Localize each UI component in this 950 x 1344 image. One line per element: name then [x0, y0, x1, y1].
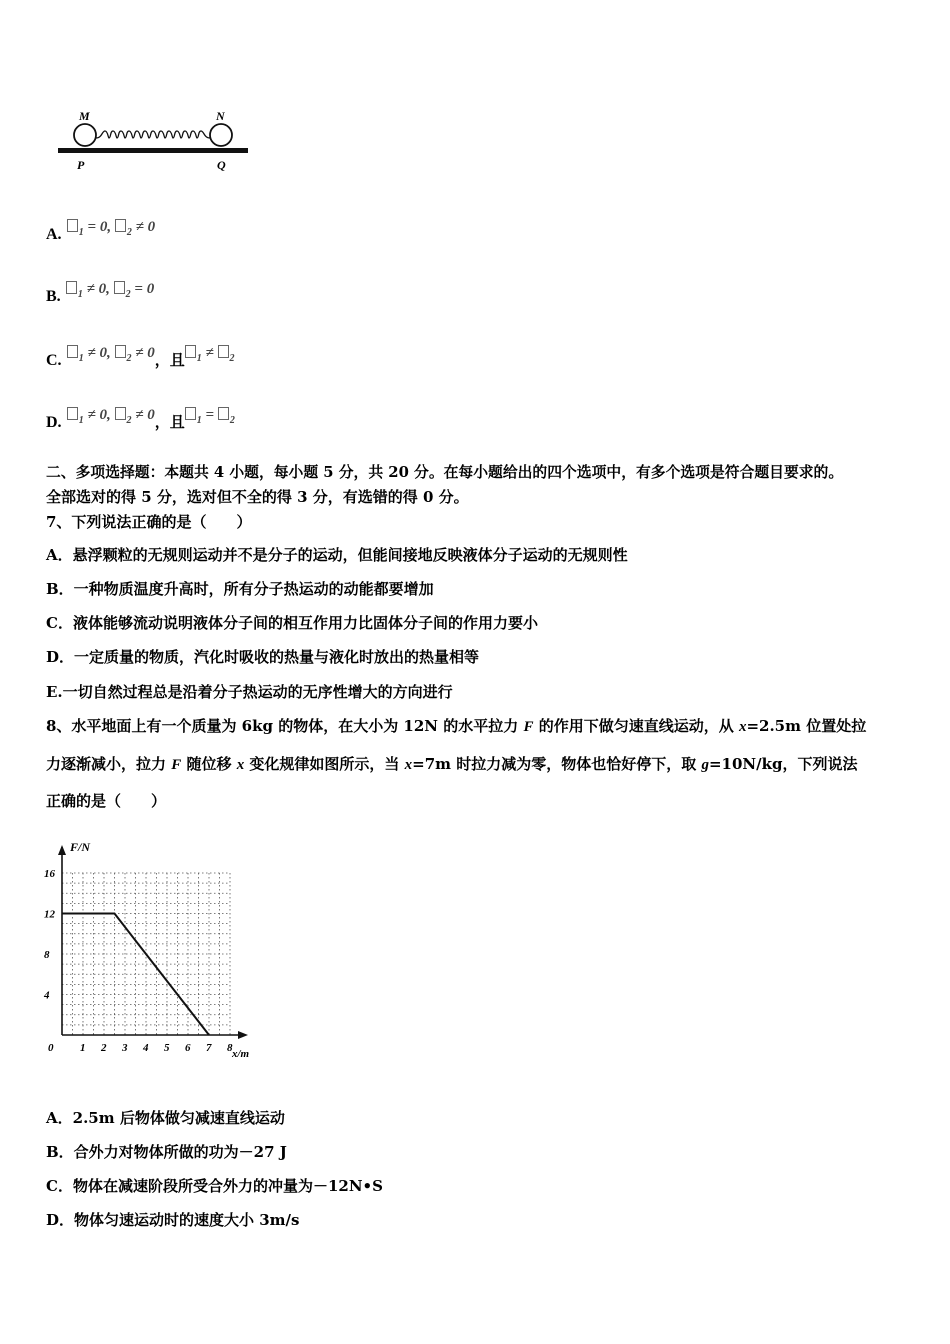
label-m: M: [79, 109, 90, 123]
spring-coil: [96, 131, 210, 138]
placeholder-glyph-icon: [218, 407, 229, 420]
x-tick-label: 2: [101, 1042, 107, 1054]
x-tick-label: 8: [227, 1042, 233, 1054]
q8-option-c: C．物体在减速阶段所受合外力的冲量为－12N•S: [46, 1177, 383, 1195]
placeholder-glyph-icon: [114, 281, 125, 294]
option-formula: $_1$ ≠ 0, $_2$ ≠ 0: [67, 407, 155, 423]
spring-figure: [55, 105, 255, 175]
option-formula: $_1$ = 0, $_2$ ≠ 0: [67, 219, 155, 235]
placeholder-glyph-icon: [67, 219, 78, 232]
option-suffix: ，且: [154, 351, 185, 369]
placeholder-glyph-icon: [67, 407, 78, 420]
x-axis-arrow-icon: [238, 1031, 248, 1039]
placeholder-glyph-icon: [115, 407, 126, 420]
ball-m: [74, 124, 96, 146]
ground-surface: [58, 148, 248, 153]
ball-n: [210, 124, 232, 146]
option-label: C.: [46, 352, 62, 369]
placeholder-glyph-icon: [67, 345, 78, 358]
placeholder-glyph-icon: [115, 345, 126, 358]
y-tick-label: 16: [44, 868, 55, 880]
x-tick-label: 5: [164, 1042, 170, 1054]
q8-option-d: D．物体匀速运动时的速度大小 3m/s: [46, 1211, 300, 1229]
option-formula: $_1$ ≠ 0, $_2$ ≠ 0: [67, 345, 155, 361]
label-p: P: [77, 158, 85, 172]
option-label: B.: [46, 288, 61, 305]
placeholder-glyph-icon: [66, 281, 77, 294]
x-tick-label: 7: [206, 1042, 212, 1054]
option-formula-2: $_1$ ≠ $_2$: [185, 345, 235, 361]
q7-option-a: A．悬浮颗粒的无规则运动并不是分子的运动，但能间接地反映液体分子运动的无规则性: [46, 546, 628, 564]
q7-option-b: B．一种物质温度升高时，所有分子热运动的动能都要增加: [46, 580, 434, 598]
y-axis-arrow-icon: [58, 845, 66, 855]
label-q: Q: [217, 158, 226, 172]
q7-stem: 7、下列说法正确的是（ ）: [46, 513, 252, 531]
x-axis-label: x/m: [232, 1048, 250, 1060]
placeholder-glyph-icon: [185, 345, 196, 358]
q8-stem-line1: 8、水平地面上有一个质量为 6kg 的物体，在大小为 12N 的水平拉力 F 的作用下做匀速直线运动，从 x=2.5m 位置处拉: [46, 717, 867, 735]
y-tick-label: 12: [44, 908, 55, 921]
y-tick-label: 4: [44, 989, 50, 1002]
q8-option-b: B．合外力对物体所做的功为－27 J: [46, 1143, 287, 1161]
x-tick-label: 4: [143, 1042, 149, 1054]
placeholder-glyph-icon: [218, 345, 229, 358]
x-tick-label: 1: [80, 1042, 86, 1054]
q7-option-c: C．液体能够流动说明液体分子间的相互作用力比固体分子间的作用力要小: [46, 614, 538, 632]
q7-option-d: D．一定质量的物质，汽化时吸收的热量与液化时放出的热量相等: [46, 648, 480, 666]
x-tick-label: 6: [185, 1042, 191, 1054]
q8-stem-line3: 正确的是（ ）: [46, 792, 167, 810]
option-label: D.: [46, 414, 62, 431]
label-n: N: [216, 109, 225, 123]
q8-option-a: A．2.5m 后物体做匀减速直线运动: [46, 1109, 285, 1127]
force-displacement-chart: [40, 835, 260, 1065]
q6-option-b: [46, 281, 155, 308]
placeholder-glyph-icon: [115, 219, 126, 232]
x-tick-label: 0: [48, 1042, 54, 1054]
option-label: A.: [46, 226, 62, 243]
section2-heading-line2: 全部选对的得 5 分，选对但不全的得 3 分，有选错的得 0 分。: [46, 488, 469, 506]
section2-heading-line1: 二、多项选择题：本题共 4 小题，每小题 5 分，共 20 分。在每小题给出的四个选项中，有多个选项是符合题目要求的。: [46, 464, 844, 481]
option-suffix: ，且: [154, 413, 185, 431]
q6-option-a: [46, 219, 156, 246]
option-formula-2: $_1$ = $_2$: [185, 407, 235, 423]
placeholder-glyph-icon: [185, 407, 196, 420]
x-tick-label: 3: [122, 1042, 128, 1054]
q8-stem-line2: 力逐渐减小，拉力 F 随位移 x 变化规律如图所示，当 x=7m 时拉力减为零，物体也恰好停下，取 g=10N/kg，下列说法: [46, 755, 858, 773]
q6-option-c: [46, 345, 235, 372]
q6-option-d: [46, 407, 235, 434]
y-tick-label: 8: [44, 949, 50, 961]
option-formula: $_1$ ≠ 0, $_2$ = 0: [66, 281, 154, 297]
q7-option-e: E.一切自然过程总是沿着分子热运动的无序性增大的方向进行: [46, 683, 453, 701]
y-axis-label: F/N: [70, 840, 91, 854]
